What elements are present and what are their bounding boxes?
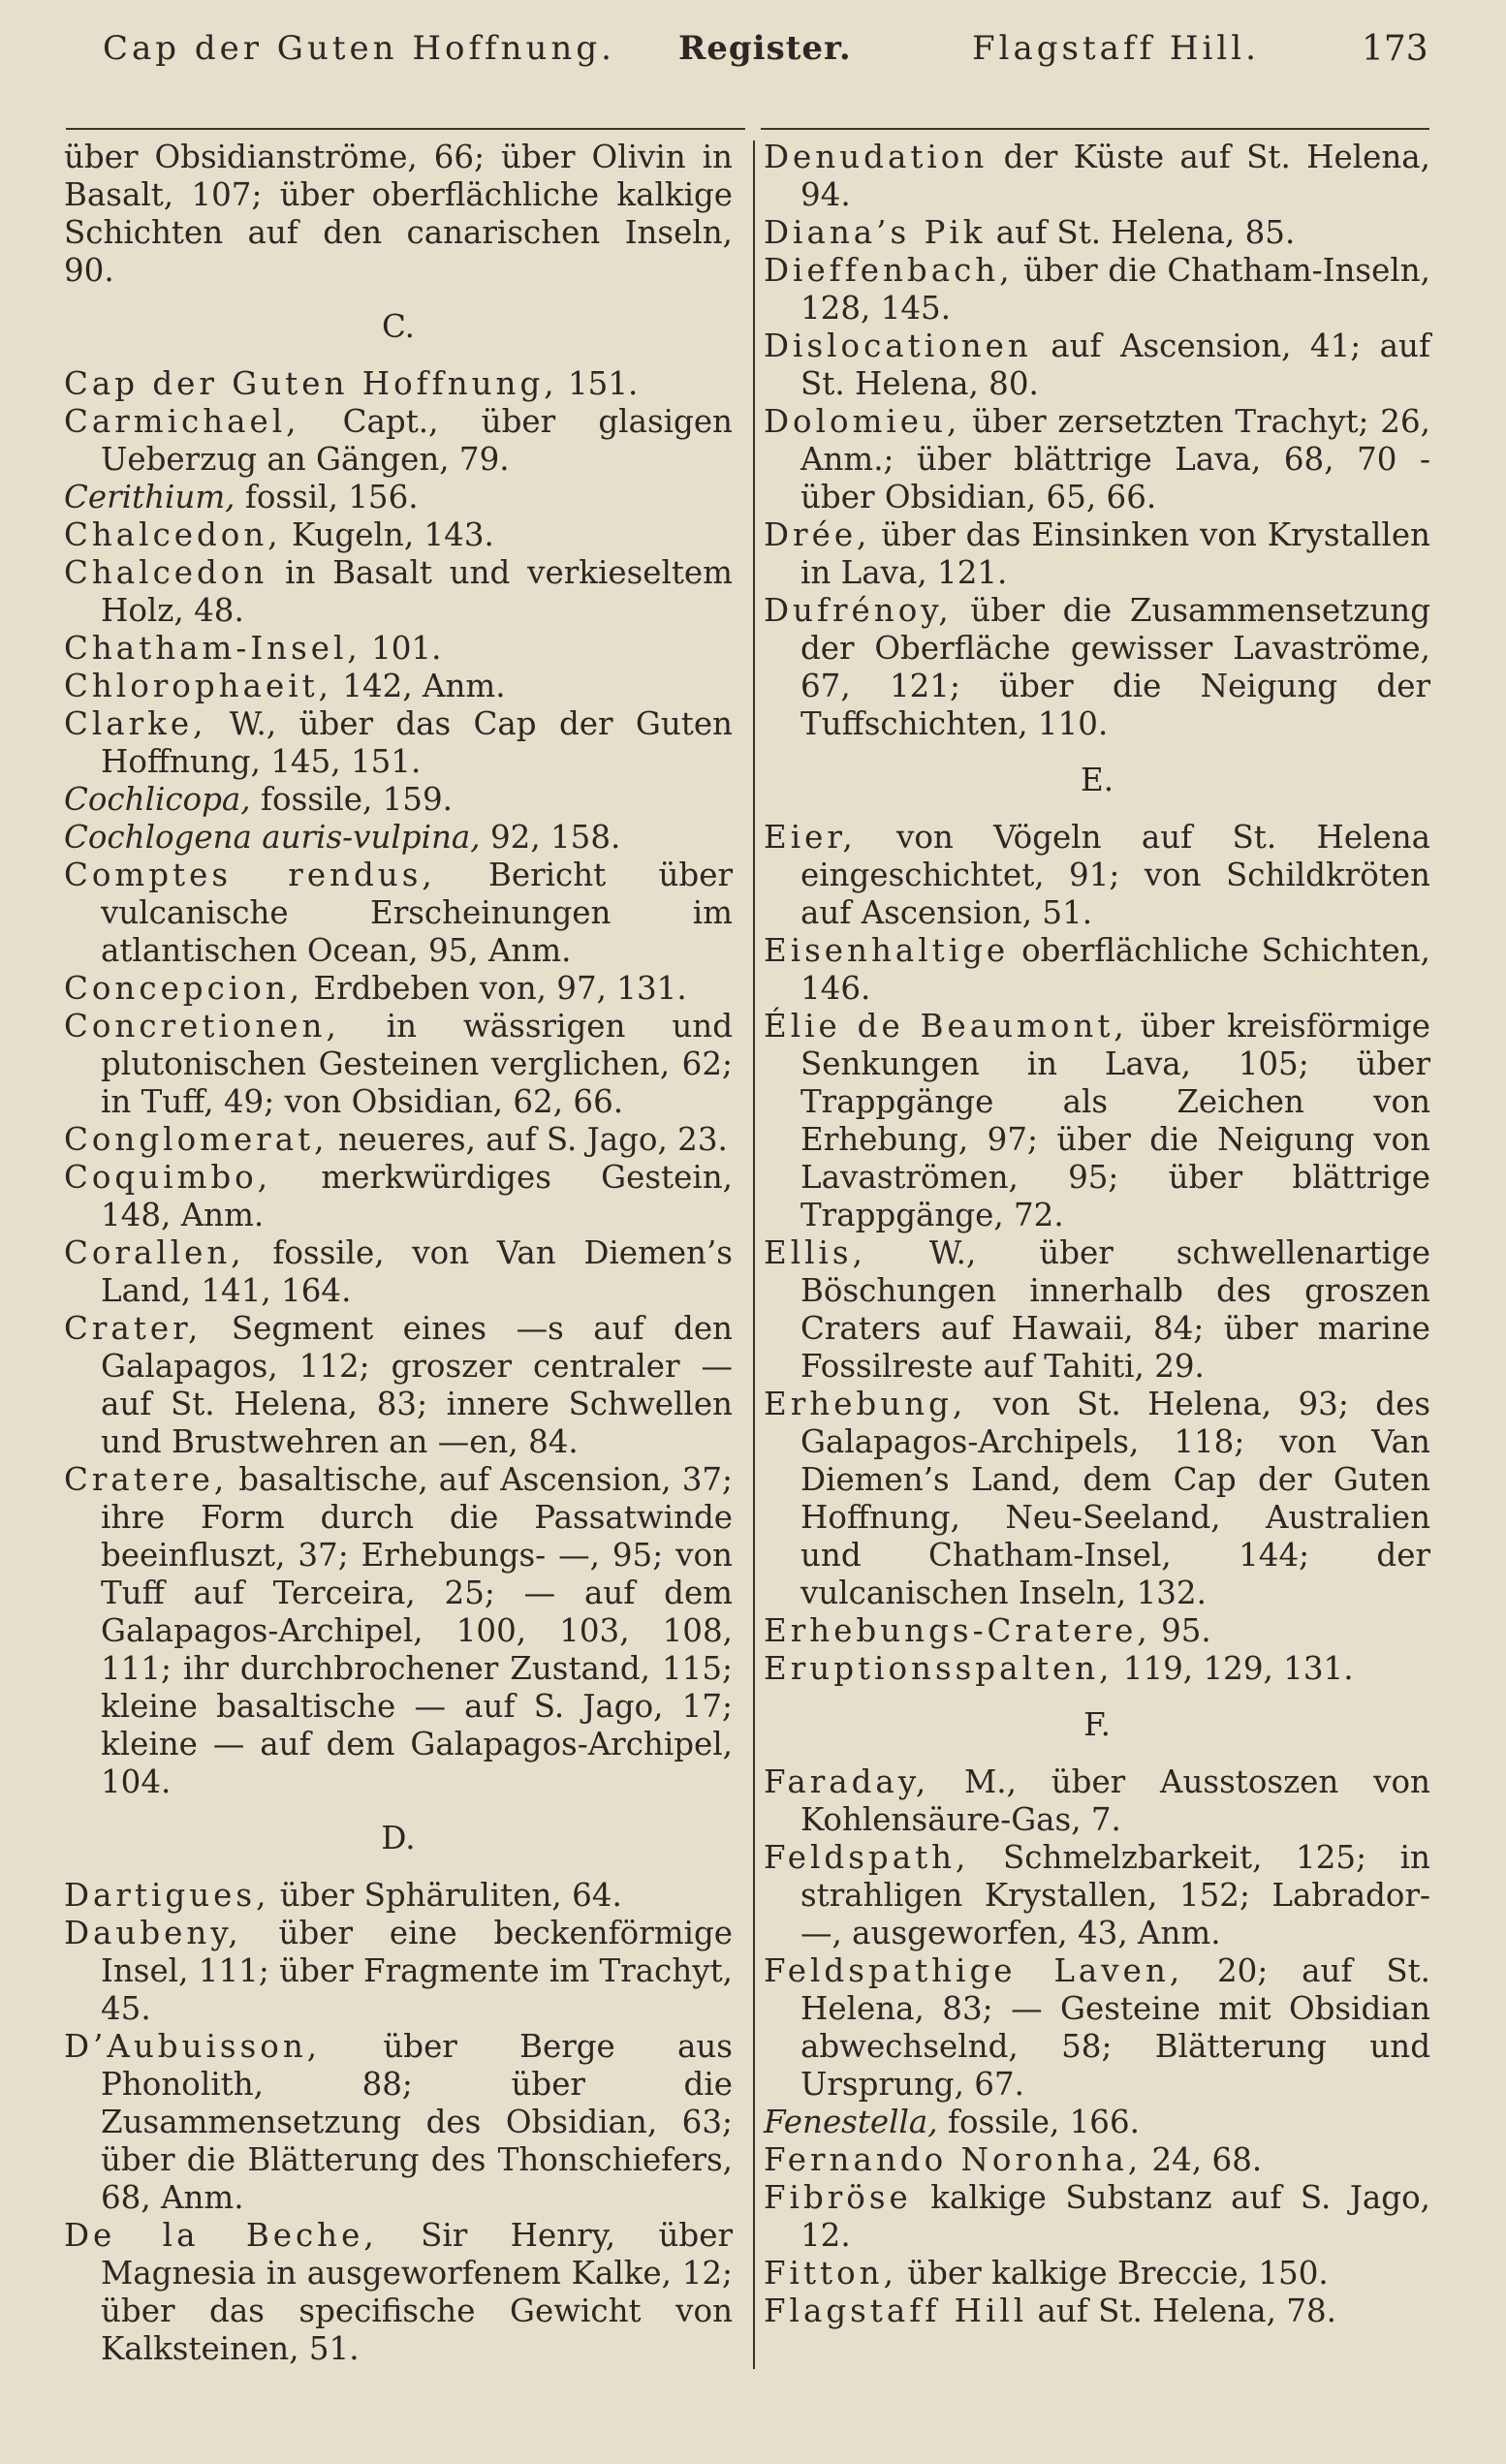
entry-headword: Chlorophaeit, — [64, 668, 332, 704]
entry-references: über die Zusammensetzung der Oberfläche gewisser Lavaströme, 67, 121; über die Neigung der Tuffschichten, 110. — [800, 592, 1430, 742]
index-entry — [64, 668, 733, 705]
entry-headword: Chatham-Insel, — [64, 630, 361, 667]
entry-headword: Feldspathige Laven, — [764, 1952, 1184, 1989]
index-entries-f — [764, 1763, 1430, 2330]
entry-headword: Daubeny, — [64, 1915, 242, 1951]
entry-headword: Chalcedon — [64, 554, 268, 591]
index-entry — [64, 403, 733, 479]
index-entries-d-continued — [764, 139, 1430, 743]
entry-references: Sir Henry, über Magnesia in ausgeworfenem Kalke, 12; über das specifische Gewicht von Kalksteinen, 51. — [101, 2217, 733, 2367]
entry-references: oberflächliche Schichten, 146. — [800, 932, 1430, 1007]
entry-headword: Fibröse — [764, 2179, 912, 2216]
index-entries-e — [764, 819, 1430, 1688]
index-entry — [64, 1310, 733, 1461]
running-header — [0, 21, 1506, 79]
index-entry — [64, 554, 733, 630]
index-entry — [764, 819, 1430, 932]
index-entry — [764, 2179, 1430, 2255]
entry-references: merkwürdiges Gestein, 148, Anm. — [101, 1159, 733, 1233]
entry-headword: Cerithium, — [64, 479, 235, 515]
entry-headword: Dufrénoy, — [764, 592, 953, 629]
entry-headword: Carmichael, — [64, 403, 300, 440]
header-rule-right — [761, 128, 1429, 130]
index-entry — [764, 2292, 1430, 2330]
entry-references: über eine beckenförmige Insel, 111; über Fragmente im Trachyt, 45. — [101, 1915, 733, 2027]
entry-headword: Denudation — [764, 139, 988, 175]
entry-references: über Berge aus Phonolith, 88; über die Zusammensetzung des Obsidian, 63; über die Blätterung des Thonschiefers, 68, Anm. — [101, 2028, 733, 2216]
index-entry — [64, 365, 733, 403]
entry-headword: Erhebungs-Cratere, — [764, 1612, 1151, 1649]
entry-references: Schmelzbarkeit, 125; in strahligen Krystallen, 152; Labrador- —, ausgeworfen, 43, Anm. — [800, 1839, 1430, 1951]
entry-headword: Drée, — [764, 516, 871, 553]
index-entry — [64, 1234, 733, 1310]
index-entry — [764, 592, 1430, 743]
index-entry — [764, 1612, 1430, 1650]
entry-references: über zersetzten Trachyt; 26, Anm.; über blättrige Lava, 68, 70 - über Obsidian, 65, 66. — [800, 403, 1430, 515]
entry-headword: Élie de Beaumont, — [764, 1008, 1128, 1045]
section-heading-d: D. — [381, 1820, 416, 1856]
index-entry — [764, 252, 1430, 327]
continued-entry: über Obsidianströme, 66; über Olivin in Basalt, 107; über oberflächliche kalkige Schichten auf den canarischen Inseln, 90. — [64, 139, 733, 289]
index-entry — [64, 857, 733, 970]
index-entry — [64, 1159, 733, 1234]
header-title: Register. — [678, 29, 852, 68]
entry-references: Segment eines —s auf den Galapagos, 112; groszer centraler — auf St. Helena, 83; innere Schwellen und Brustwehren an —en, 84. — [101, 1310, 733, 1460]
entry-references: über die Chatham-Inseln, 128, 145. — [800, 252, 1430, 327]
index-entry — [764, 1952, 1430, 2104]
section-heading-f: F. — [1083, 1706, 1111, 1743]
entry-headword: Dartigues, — [64, 1877, 270, 1914]
index-entry — [64, 1121, 733, 1159]
entry-references: 95. — [1150, 1612, 1211, 1649]
entry-headword: Clarke, — [64, 705, 207, 742]
entry-references: Bericht über vulcanische Erscheinungen im atlantischen Ocean, 95, Anm. — [101, 857, 733, 969]
entry-headword: Eisenhaltige — [764, 932, 1010, 969]
index-entry — [64, 819, 733, 857]
entry-headword: Fitton, — [764, 2255, 897, 2292]
entry-headword: Ellis, — [764, 1234, 866, 1271]
entry-headword: Concretionen, — [64, 1008, 340, 1045]
index-entry — [764, 1386, 1430, 1612]
right-column — [764, 139, 1430, 2330]
entry-references: Kugeln, 143. — [281, 516, 494, 553]
index-entry — [64, 630, 733, 668]
index-entry — [764, 516, 1430, 592]
entry-headword: Feldspath, — [764, 1839, 970, 1876]
index-entries-c — [64, 365, 733, 1801]
index-entry — [64, 705, 733, 781]
entry-references: kalkige Substanz auf S. Jago, 12. — [800, 2179, 1430, 2254]
entry-references: fossile, 166. — [937, 2104, 1140, 2140]
index-entry — [764, 139, 1430, 214]
entry-references: über kalkige Breccie, 150. — [896, 2255, 1329, 2292]
index-entry — [764, 2255, 1430, 2292]
entry-headword: D’Aubuisson, — [64, 2028, 322, 2065]
entry-headword: Cochlicopa, — [64, 781, 251, 818]
entry-references: W., über schwellenartige Böschungen innerhalb des groszen Craters auf Hawaii, 84; über marine Fossilreste auf Tahiti, 29. — [800, 1234, 1430, 1385]
header-rule-left — [66, 128, 745, 130]
entry-references: der Küste auf St. Helena, 94. — [800, 139, 1430, 213]
entry-headword: De la Beche, — [64, 2217, 378, 2254]
section-heading-e: E. — [1080, 762, 1114, 798]
entry-headword: Coquimbo, — [64, 1159, 272, 1196]
entry-references: 20; auf St. Helena, 83; — Gesteine mit Obsidian abwechselnd, 58; Blätterung und Ursprung, 67. — [800, 1952, 1430, 2103]
entry-references: über das Einsinken von Krystallen in Lava, 121. — [800, 516, 1430, 591]
index-entry — [764, 1234, 1430, 1386]
entry-headword: Erhebung, — [764, 1386, 967, 1422]
index-entry — [764, 403, 1430, 516]
entry-headword: Eruptionsspalten, — [764, 1650, 1114, 1687]
index-entry — [764, 2104, 1430, 2141]
index-entry — [64, 2028, 733, 2217]
entry-headword: Fernando Noronha, — [764, 2141, 1143, 2178]
entry-references: über Sphäruliten, 64. — [269, 1877, 622, 1914]
entry-headword: Conglomerat, — [64, 1121, 329, 1158]
index-entry — [64, 1877, 733, 1915]
entry-references: 92, 158. — [480, 819, 621, 856]
entry-references: 119, 129, 131. — [1113, 1650, 1354, 1687]
left-column — [64, 139, 733, 2368]
entry-headword: Dolomieu, — [764, 403, 961, 440]
entry-references: Capt., über glasigen Ueberzug an Gängen, 79. — [101, 403, 733, 478]
entry-references: Erdbeben von, 97, 131. — [303, 970, 687, 1007]
entry-references: fossile, von Van Diemen’s Land, 141, 164. — [101, 1234, 733, 1309]
entry-headword: Chalcedon, — [64, 516, 282, 553]
entry-headword: Dieffenbach, — [764, 252, 1014, 289]
index-entry — [64, 479, 733, 516]
entry-references: M., über Ausstoszen von Kohlensäure-Gas, 7. — [800, 1763, 1430, 1838]
index-entry — [64, 781, 733, 819]
entry-references: von St. Helena, 93; des Galapagos-Archipels, 118; von Van Diemen’s Land, dem Cap der Guten Hoffnung, Neu-Seeland, Australien und Chatham-Insel, 144; der vulcanischen Inseln, 132. — [800, 1386, 1430, 1611]
entry-headword: Fenestella, — [764, 2104, 938, 2140]
index-entry — [64, 2217, 733, 2368]
index-entry — [764, 932, 1430, 1008]
entry-references: W., über das Cap der Guten Hoffnung, 145, 151. — [101, 705, 733, 780]
entry-headword: Faraday, — [764, 1763, 930, 1800]
index-entry — [764, 2141, 1430, 2179]
index-entry — [764, 214, 1430, 252]
index-entries-d — [64, 1877, 733, 2368]
entry-headword: Cochlogena auris-vulpina, — [64, 819, 481, 856]
index-entry — [64, 1915, 733, 2028]
index-entry — [64, 970, 733, 1008]
entry-references: von Vögeln auf St. Helena eingeschichtet, 91; von Schildkröten auf Ascension, 51. — [800, 819, 1430, 931]
entry-headword: Eier, — [764, 819, 857, 856]
index-entry — [764, 1008, 1430, 1234]
index-entry — [764, 1763, 1430, 1839]
index-entry — [764, 1839, 1430, 1952]
entry-headword: Flagstaff Hill — [764, 2292, 1028, 2329]
index-entry — [64, 1008, 733, 1121]
entry-references: neueres, auf S. Jago, 23. — [328, 1121, 728, 1158]
entry-headword: Dislocationen — [764, 327, 1032, 364]
entry-references: in Basalt und verkieseltem Holz, 48. — [101, 554, 733, 629]
entry-references: fossil, 156. — [235, 479, 419, 515]
column-divider — [753, 140, 755, 2369]
entry-references: 142, Anm. — [332, 668, 506, 704]
index-entry — [764, 327, 1430, 403]
entry-references: auf St. Helena, 85. — [986, 214, 1296, 251]
entry-references: 24, 68. — [1142, 2141, 1263, 2178]
header-right-catchword: Flagstaff Hill. — [972, 29, 1260, 68]
entry-headword: Crater, — [64, 1310, 203, 1347]
entry-references: 101. — [361, 630, 442, 667]
index-entry — [764, 1650, 1430, 1688]
index-entry — [64, 516, 733, 554]
section-heading-c: C. — [381, 308, 416, 345]
entry-headword: Cap der Guten Hoffnung, — [64, 365, 558, 402]
entry-headword: Cratere, — [64, 1461, 229, 1498]
entry-headword: Comptes rendus, — [64, 857, 436, 893]
entry-references: auf St. Helena, 78. — [1027, 2292, 1336, 2329]
index-entry — [64, 1461, 733, 1801]
entry-references: in wässrigen und plutonischen Gesteinen verglichen, 62; in Tuff, 49; von Obsidian, 62, 66. — [101, 1008, 733, 1120]
entry-references: fossile, 159. — [250, 781, 453, 818]
entry-references: 151. — [557, 365, 639, 402]
entry-references: auf Ascension, 41; auf St. Helena, 80. — [800, 327, 1430, 402]
page-number: 173 — [1362, 29, 1428, 69]
header-left-catchword: Cap der Guten Hoffnung. — [103, 29, 615, 68]
entry-references: über kreisförmige Senkungen in Lava, 105; über Trappgänge als Zeichen von Erhebung, 97; über die Neigung von Lavaströmen, 95; über blättrige Trappgänge, 72. — [800, 1008, 1430, 1233]
entry-headword: Concepcion, — [64, 970, 304, 1007]
entry-headword: Corallen, — [64, 1234, 245, 1271]
entry-headword: Diana’s Pik — [764, 214, 987, 251]
entry-references: basaltische, auf Ascension, 37; ihre Form durch die Passatwinde beeinfluszt, 37; Erhebungs- —, 95; von Tuff auf Terceira, 25; — auf dem Galapagos-Archipel, 100, 103, 108, 111; ihr durchbrochener Zustand, 115; kleine basaltische — auf S. Jago, 17; kleine — auf dem Galapagos-Archipel, 104. — [101, 1461, 733, 1800]
